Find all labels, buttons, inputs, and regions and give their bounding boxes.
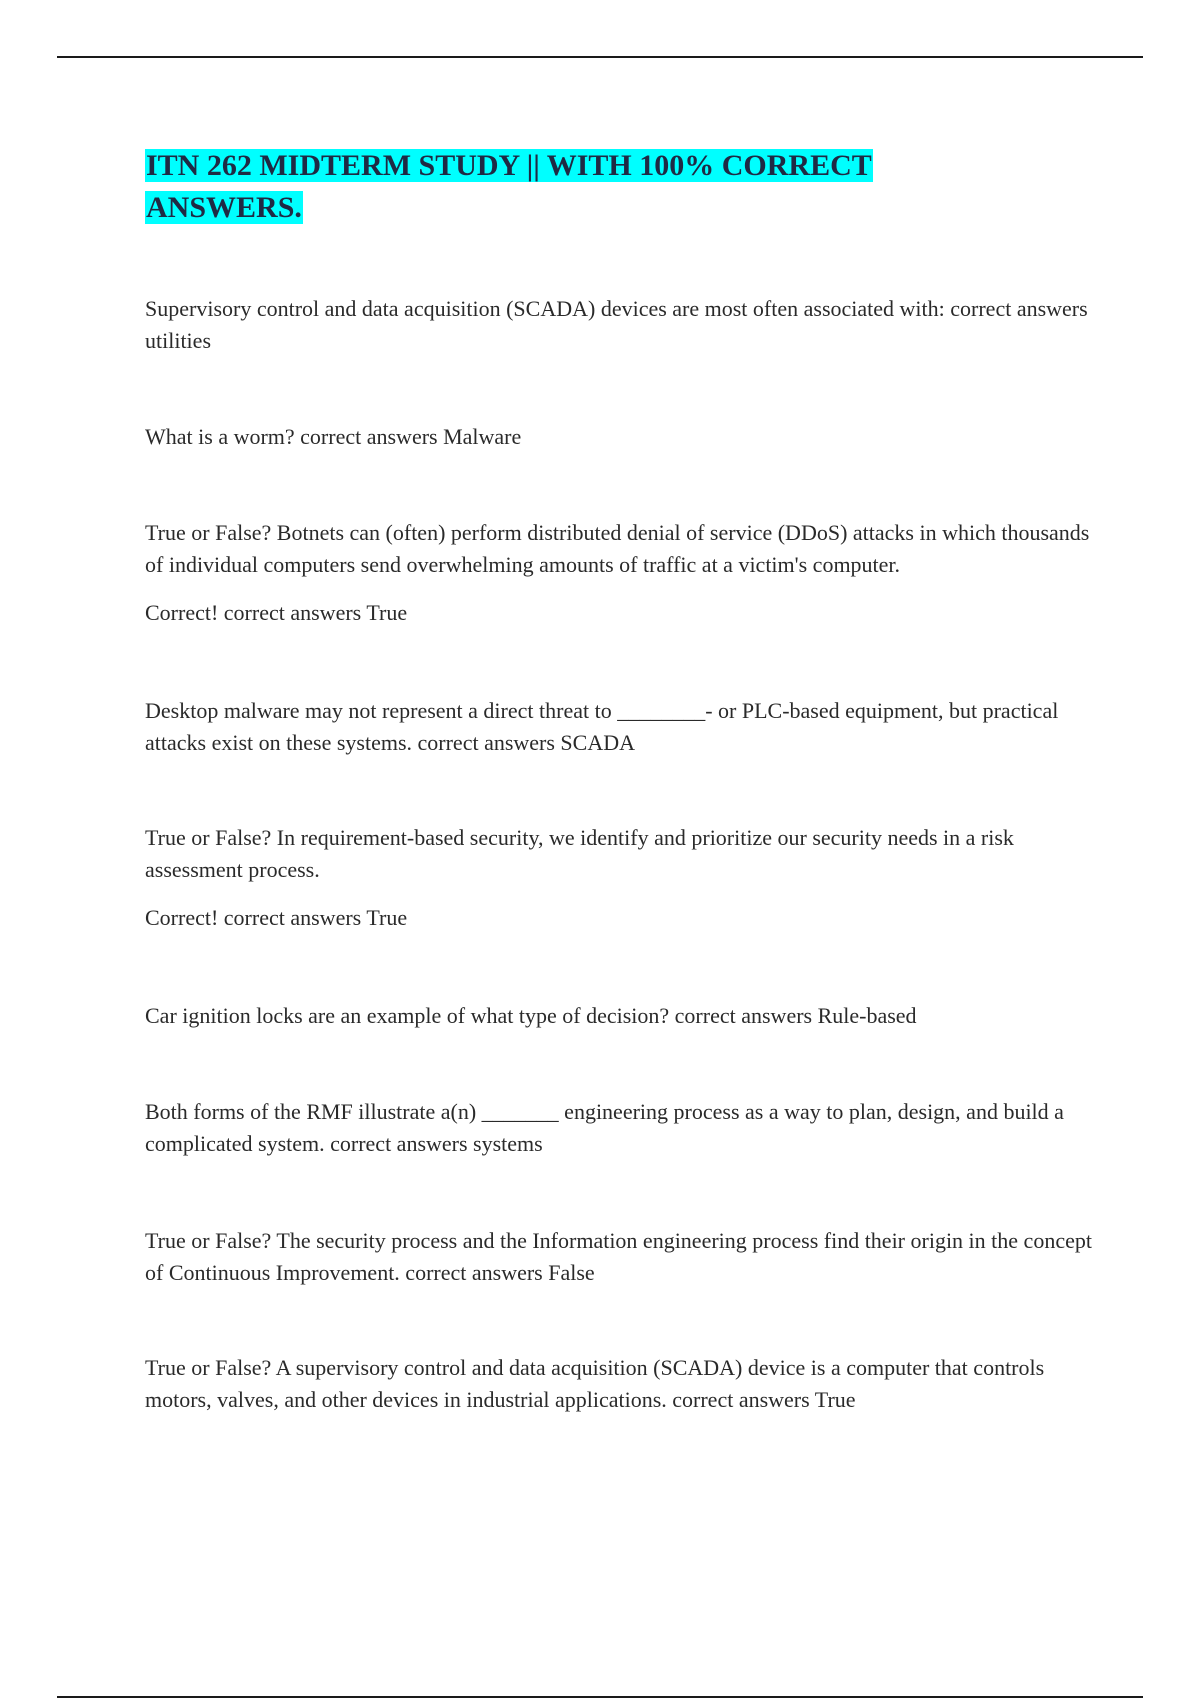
qa-item xyxy=(145,517,1095,629)
qa-text: True or False? In requirement-based security, we identify and prioritize our security needs in a risk assessment process. xyxy=(145,825,1014,882)
title-highlight: ITN 262 MIDTERM STUDY || WITH 100% CORRECT ANSWERS. xyxy=(146,149,872,224)
qa-text: True or False? A supervisory control and data acquisition (SCADA) device is a computer that controls motors, valves, and other devices in industrial applications. correct answers True xyxy=(145,1355,1045,1412)
qa-item xyxy=(145,421,1095,453)
qa-item xyxy=(145,1096,1095,1160)
qa-text: Car ignition locks are an example of what type of decision? correct answers Rule-based xyxy=(145,1003,917,1028)
qa-item xyxy=(145,1352,1095,1416)
qa-answer-note: Correct! correct answers True xyxy=(145,905,408,930)
qa-item xyxy=(145,695,1095,759)
qa-item xyxy=(145,822,1095,934)
qa-text: Supervisory control and data acquisition (SCADA) devices are most often associated with: correct answers utilities xyxy=(145,296,1088,353)
qa-item xyxy=(145,293,1095,357)
top-rule xyxy=(57,56,1143,58)
qa-text: True or False? Botnets can (often) perform distributed denial of service (DDoS) attacks in which thousands of individual computers send overwhelming amounts of traffic at a victim's computer. xyxy=(145,520,1090,577)
qa-text: Desktop malware may not represent a direct threat to ________- or PLC-based equipment, but practical attacks exist on these systems. correct answers SCADA xyxy=(145,698,1059,755)
qa-item xyxy=(145,1225,1095,1289)
qa-text: True or False? The security process and the Information engineering process find their origin in the concept of Continuous Improvement. correct answers False xyxy=(145,1228,1092,1285)
qa-item xyxy=(145,1000,1095,1032)
qa-text: Both forms of the RMF illustrate a(n) _______ engineering process as a way to plan, design, and build a complicated system. correct answers systems xyxy=(145,1099,1064,1156)
document-body xyxy=(145,145,1095,1412)
qa-text: What is a worm? correct answers Malware xyxy=(145,424,522,449)
bottom-rule xyxy=(57,1696,1143,1698)
qa-answer-note: Correct! correct answers True xyxy=(145,600,408,625)
document-title xyxy=(145,145,965,229)
